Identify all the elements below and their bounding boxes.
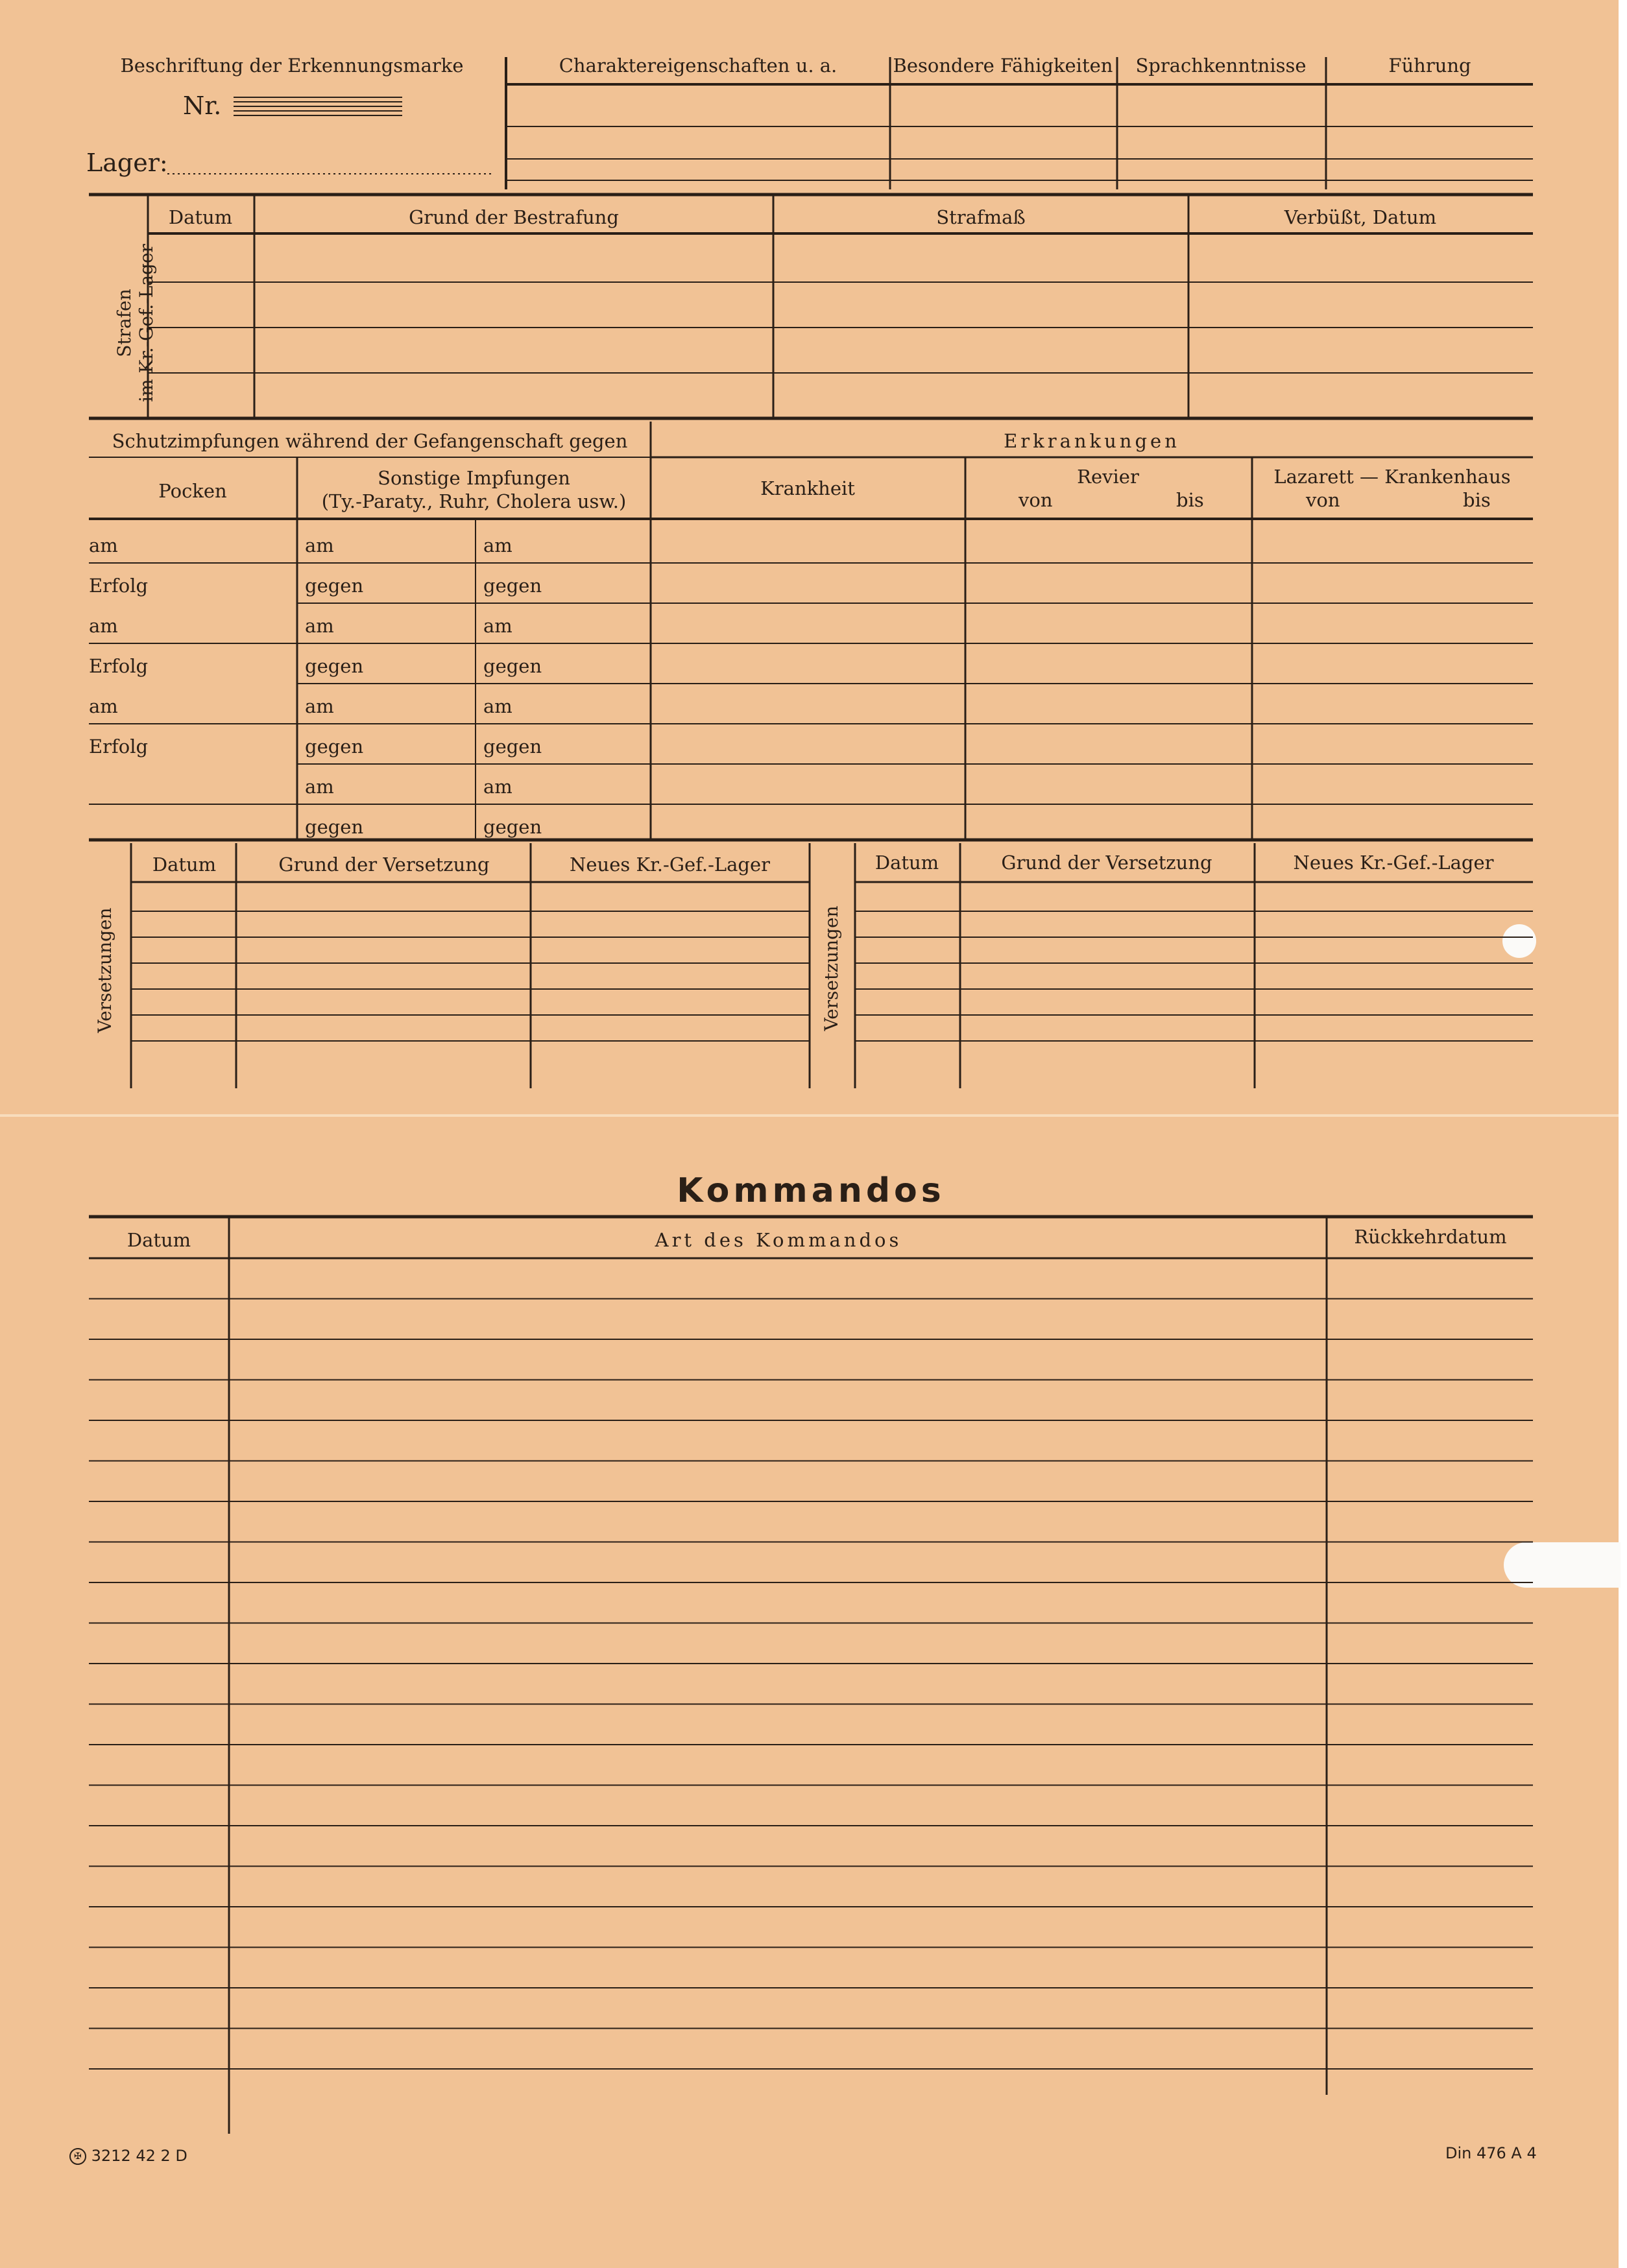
col-charakter: Charaktereigenschaften u. a.	[559, 54, 838, 77]
vers-right-col-grund: Grund der Versetzung	[1001, 852, 1212, 874]
kommandos-col-rueckkehr: Rückkehrdatum	[1354, 1226, 1507, 1248]
erkrankungen-col-revier: Revier	[1077, 466, 1139, 488]
pocken-am-2: am	[89, 615, 118, 637]
sonst2-gegen-4: gegen	[483, 816, 542, 838]
impfungen-col-sonstige: Sonstige Impfungen	[378, 467, 570, 489]
sonst2-am-1: am	[483, 534, 512, 556]
print-mark-icon: ✠	[69, 2148, 86, 2165]
erkennungsmarke-label: Beschriftung der Erkennungsmarke	[120, 54, 464, 77]
erkrankungen-col-krankheit: Krankheit	[760, 477, 855, 499]
vers-right-col-datum: Datum	[874, 852, 939, 874]
impfungen-title: Schutzimpfungen während der Gefangenschaft gegen	[112, 430, 628, 452]
sonst1-am-4: am	[305, 776, 334, 798]
sonst1-gegen-2: gegen	[305, 655, 364, 677]
kommandos-col-art: Art des Kommandos	[655, 1229, 902, 1251]
sonst2-am-2: am	[483, 615, 512, 637]
sonst1-gegen-4: gegen	[305, 816, 364, 838]
print-code-text: 3212 42 2 D	[91, 2147, 187, 2165]
strafen-side-label-2: im Kr.-Gef.-Lager	[136, 244, 157, 402]
lager-label: Lager:	[86, 149, 168, 177]
vers-right-col-lager: Neues Kr.-Gef.-Lager	[1293, 852, 1494, 874]
pocken-am-1: am	[89, 534, 118, 556]
impfungen-col-pocken: Pocken	[158, 480, 227, 502]
vers-left-col-lager: Neues Kr.-Gef.-Lager	[569, 853, 771, 876]
revier-bis: bis	[1176, 489, 1204, 511]
vers-left-col-datum: Datum	[152, 853, 217, 876]
print-code	[69, 2145, 187, 2167]
kommandos-col-datum: Datum	[127, 1229, 191, 1251]
sonst2-am-4: am	[483, 776, 512, 798]
versetzungen-side-label-right: Versetzungen	[821, 905, 842, 1031]
sonst1-am-2: am	[305, 615, 334, 637]
sonst2-gegen-3: gegen	[483, 735, 542, 758]
lazarett-bis: bis	[1463, 489, 1491, 511]
col-fuehrung: Führung	[1388, 54, 1471, 77]
vers-left-col-grund: Grund der Versetzung	[278, 853, 490, 876]
sonst1-am-3: am	[305, 695, 334, 717]
sonst1-gegen-1: gegen	[305, 575, 364, 597]
sonst2-am-3: am	[483, 695, 512, 717]
sonst1-gegen-3: gegen	[305, 735, 364, 758]
strafen-col-strafmass: Strafmaß	[936, 206, 1026, 228]
pocken-erfolg-1: Erfolg	[89, 575, 149, 597]
col-faehigkeiten: Besondere Fähigkeiten	[893, 54, 1113, 77]
strafen-side-label	[114, 229, 165, 417]
sonst2-gegen-1: gegen	[483, 575, 542, 597]
pocken-erfolg-2: Erfolg	[89, 655, 149, 677]
lazarett-von: von	[1306, 489, 1340, 511]
revier-von: von	[1018, 489, 1053, 511]
din-format: Din 476 A 4	[1445, 2144, 1537, 2162]
impfungen-col-sonstige-sub: (Ty.-Paraty., Ruhr, Cholera usw.)	[321, 490, 627, 512]
pocken-erfolg-3: Erfolg	[89, 735, 149, 758]
versetzungen-side-label-left: Versetzungen	[94, 907, 115, 1033]
pocken-am-3: am	[89, 695, 118, 717]
kommandos-title: Kommandos	[677, 1171, 945, 1210]
strafen-side-label-1: Strafen	[114, 289, 135, 357]
strafen-col-verbuesst: Verbüßt, Datum	[1284, 206, 1437, 228]
erkrankungen-title: Erkrankungen	[1004, 430, 1180, 452]
col-sprachkenntnisse: Sprachkenntnisse	[1135, 54, 1307, 77]
sonst1-am-1: am	[305, 534, 334, 556]
sonst2-gegen-2: gegen	[483, 655, 542, 677]
strafen-col-grund: Grund der Bestrafung	[409, 206, 619, 228]
erkrankungen-col-lazarett: Lazarett — Krankenhaus	[1273, 466, 1511, 488]
nr-label: Nr.	[183, 91, 222, 120]
strafen-col-datum: Datum	[168, 206, 233, 228]
